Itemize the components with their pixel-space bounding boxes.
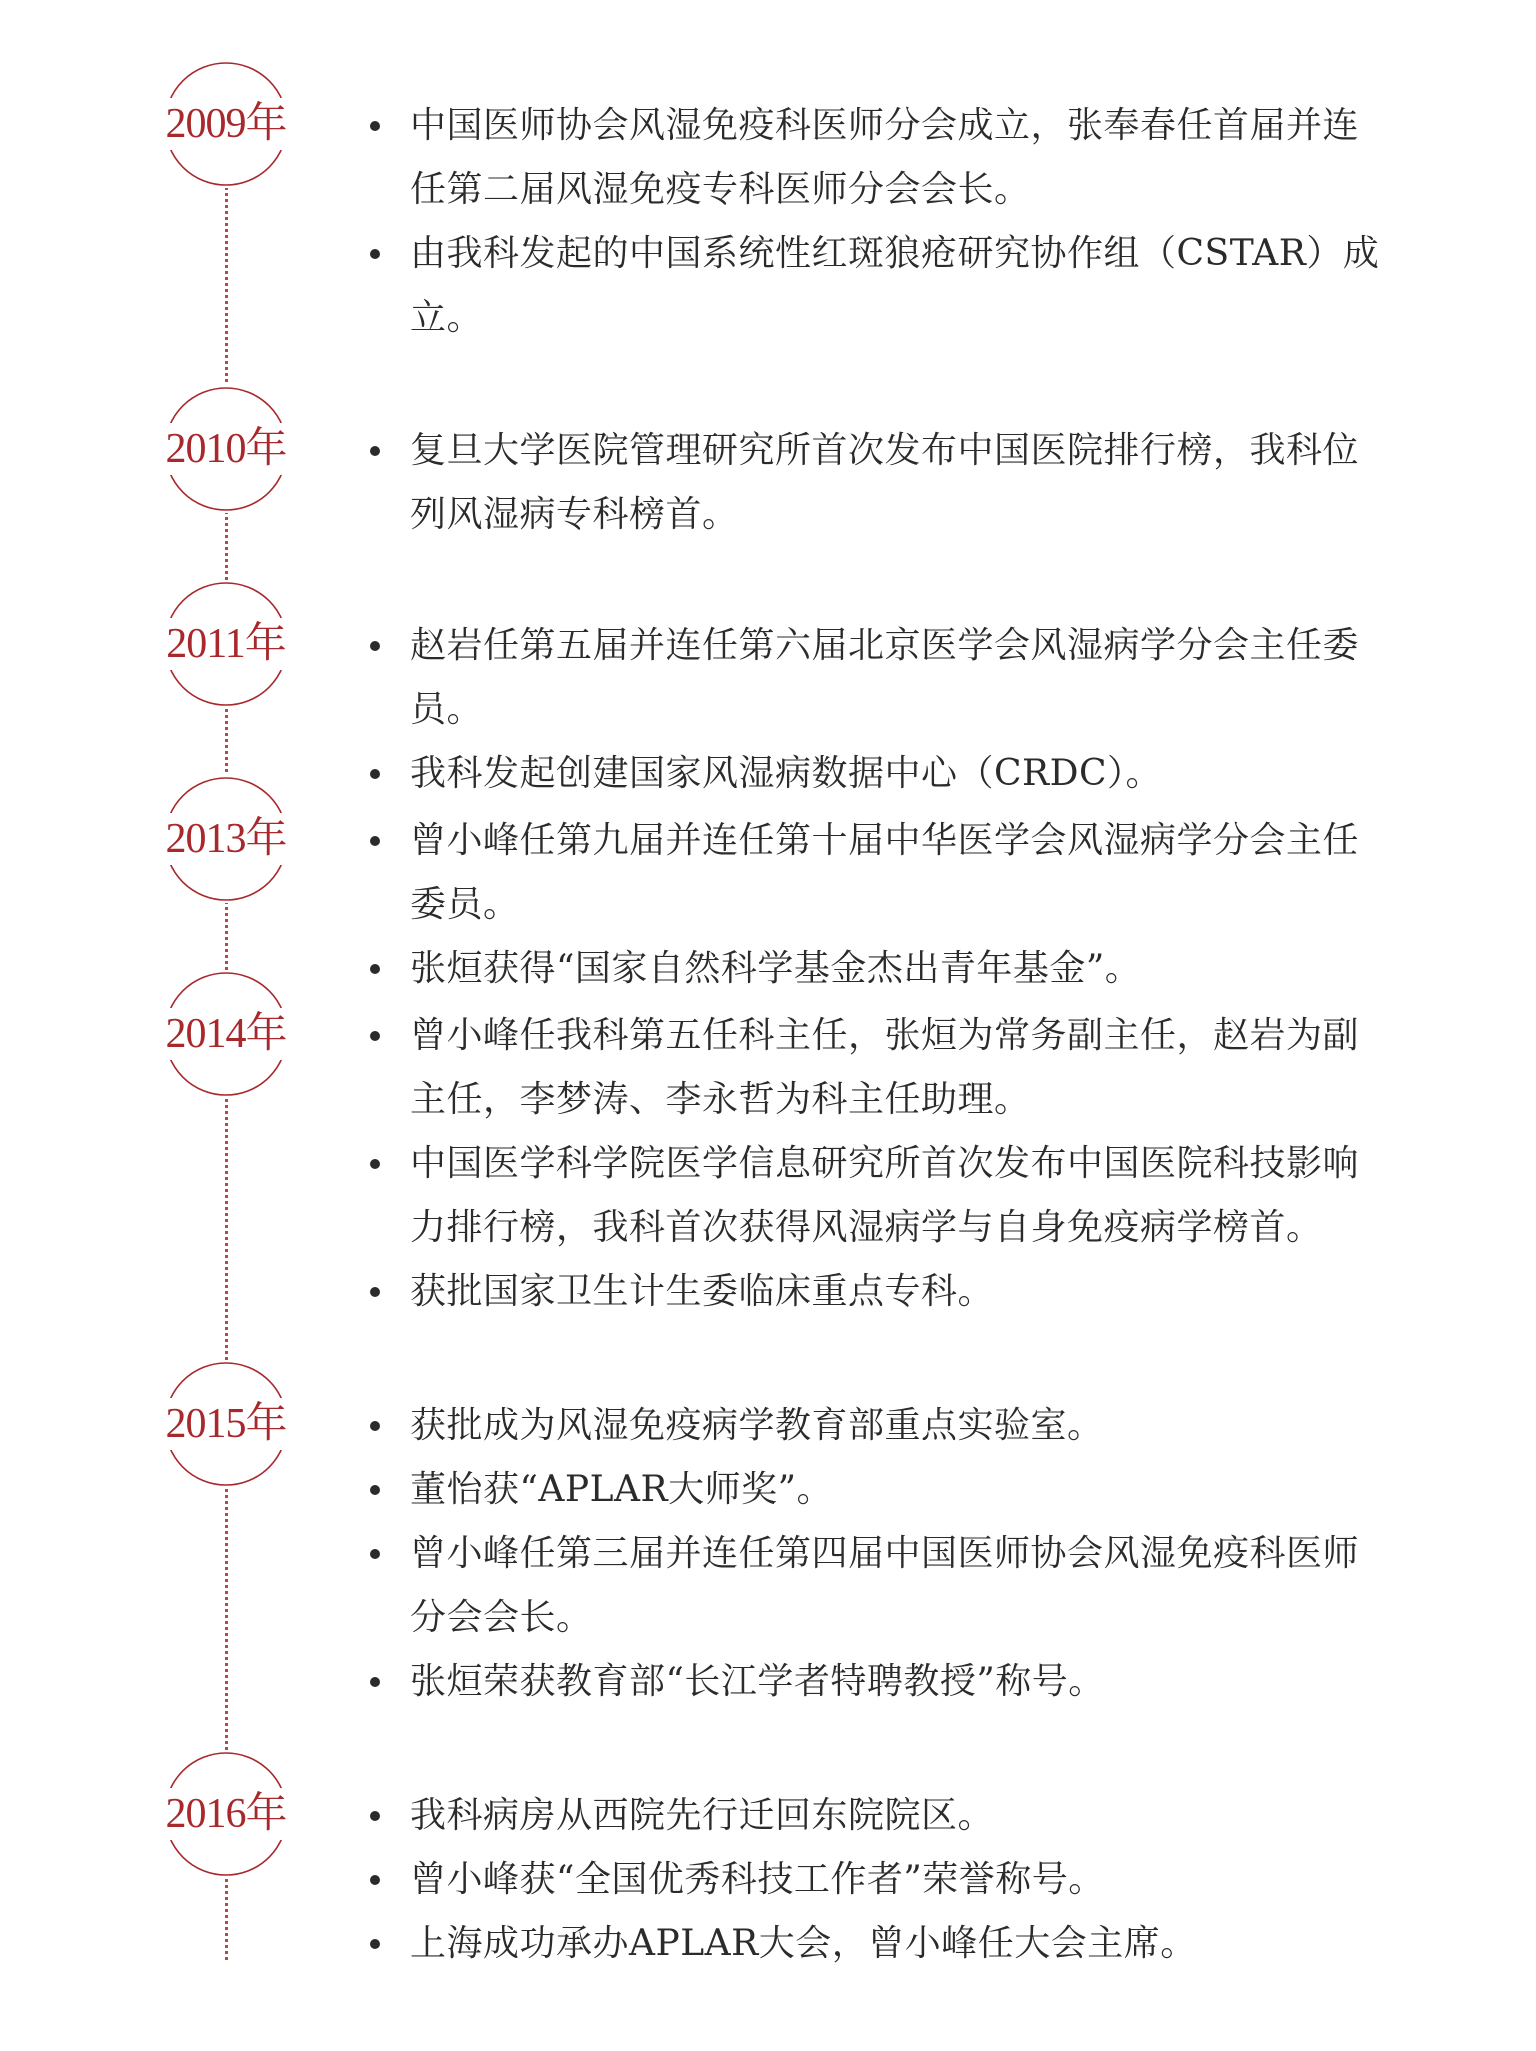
event-list	[370, 1784, 1380, 1976]
event-text: 曾小峰任第三届并连任第四届中国医师协会风湿免疫科医师分会会长。	[410, 1533, 1360, 1638]
year-marker	[162, 775, 290, 903]
event-item	[370, 1132, 1380, 1260]
bullet-icon	[370, 1485, 380, 1495]
event-text: 由我科发起的中国系统性红斑狼疮研究协作组（CSTAR）成立。	[410, 233, 1380, 338]
bullet-icon	[370, 1875, 380, 1885]
event-text: 获批成为风湿免疫病学教育部重点实验室。	[410, 1405, 1104, 1446]
event-item	[370, 614, 1380, 742]
event-item	[370, 1848, 1380, 1912]
event-item	[370, 742, 1380, 806]
event-item	[370, 809, 1380, 937]
event-item	[370, 222, 1380, 350]
year-marker	[162, 60, 290, 188]
event-item	[370, 419, 1380, 547]
year-label: 2015年	[162, 1398, 290, 1450]
event-text: 中国医学科学院医学信息研究所首次发布中国医院科技影响力排行榜，我科首次获得风湿病学与自身免疫病学榜首。	[410, 1143, 1360, 1248]
event-text: 张烜获得“国家自然科学基金杰出青年基金”。	[410, 948, 1142, 989]
event-item	[370, 1522, 1380, 1650]
year-marker	[162, 1360, 290, 1488]
event-list	[370, 1004, 1380, 1324]
year-label: 2009年	[162, 98, 290, 150]
bullet-icon	[370, 1939, 380, 1949]
year-marker	[162, 970, 290, 1098]
year-label: 2013年	[162, 813, 290, 865]
bullet-icon	[370, 1287, 380, 1297]
bullet-icon	[370, 641, 380, 651]
event-item	[370, 1004, 1380, 1132]
event-text: 曾小峰获“全国优秀科技工作者”荣誉称号。	[410, 1859, 1105, 1900]
event-item	[370, 1394, 1380, 1458]
event-text: 上海成功承办APLAR大会，曾小峰任大会主席。	[410, 1923, 1197, 1964]
event-text: 董怡获“APLAR大师奖”。	[410, 1469, 834, 1510]
bullet-icon	[370, 1811, 380, 1821]
event-list	[370, 614, 1380, 806]
year-label: 2011年	[162, 618, 290, 670]
event-text: 曾小峰任第九届并连任第十届中华医学会风湿病学分会主任委员。	[410, 820, 1360, 925]
year-label: 2014年	[162, 1008, 290, 1060]
bullet-icon	[370, 121, 380, 131]
event-text: 复旦大学医院管理研究所首次发布中国医院排行榜，我科位列风湿病专科榜首。	[410, 430, 1360, 535]
event-item	[370, 937, 1380, 1001]
event-text: 我科发起创建国家风湿病数据中心（CRDC）。	[410, 753, 1163, 794]
bullet-icon	[370, 769, 380, 779]
event-text: 赵岩任第五届并连任第六届北京医学会风湿病学分会主任委员。	[410, 625, 1360, 730]
bullet-icon	[370, 249, 380, 259]
year-marker	[162, 1750, 290, 1878]
event-list	[370, 419, 1380, 547]
bullet-icon	[370, 1421, 380, 1431]
bullet-icon	[370, 1677, 380, 1687]
bullet-icon	[370, 836, 380, 846]
bullet-icon	[370, 1159, 380, 1169]
event-item	[370, 1650, 1380, 1714]
bullet-icon	[370, 446, 380, 456]
event-item	[370, 1458, 1380, 1522]
year-marker	[162, 580, 290, 708]
year-label: 2010年	[162, 423, 290, 475]
event-text: 中国医师协会风湿免疫科医师分会成立，张奉春任首届并连任第二届风湿免疫专科医师分会会长。	[410, 105, 1360, 210]
bullet-icon	[370, 1549, 380, 1559]
event-text: 我科病房从西院先行迁回东院院区。	[410, 1795, 995, 1836]
event-text: 获批国家卫生计生委临床重点专科。	[410, 1271, 995, 1312]
event-item	[370, 1912, 1380, 1976]
event-text: 张烜荣获教育部“长江学者特聘教授”称号。	[410, 1661, 1105, 1702]
event-list	[370, 809, 1380, 1001]
event-item	[370, 1784, 1380, 1848]
year-label: 2016年	[162, 1788, 290, 1840]
year-marker	[162, 385, 290, 513]
event-item	[370, 94, 1380, 222]
bullet-icon	[370, 1031, 380, 1041]
event-item	[370, 1260, 1380, 1324]
event-list	[370, 1394, 1380, 1714]
event-list	[370, 94, 1380, 350]
event-text: 曾小峰任我科第五任科主任，张烜为常务副主任，赵岩为副主任，李梦涛、李永哲为科主任助理。	[410, 1015, 1360, 1120]
bullet-icon	[370, 964, 380, 974]
